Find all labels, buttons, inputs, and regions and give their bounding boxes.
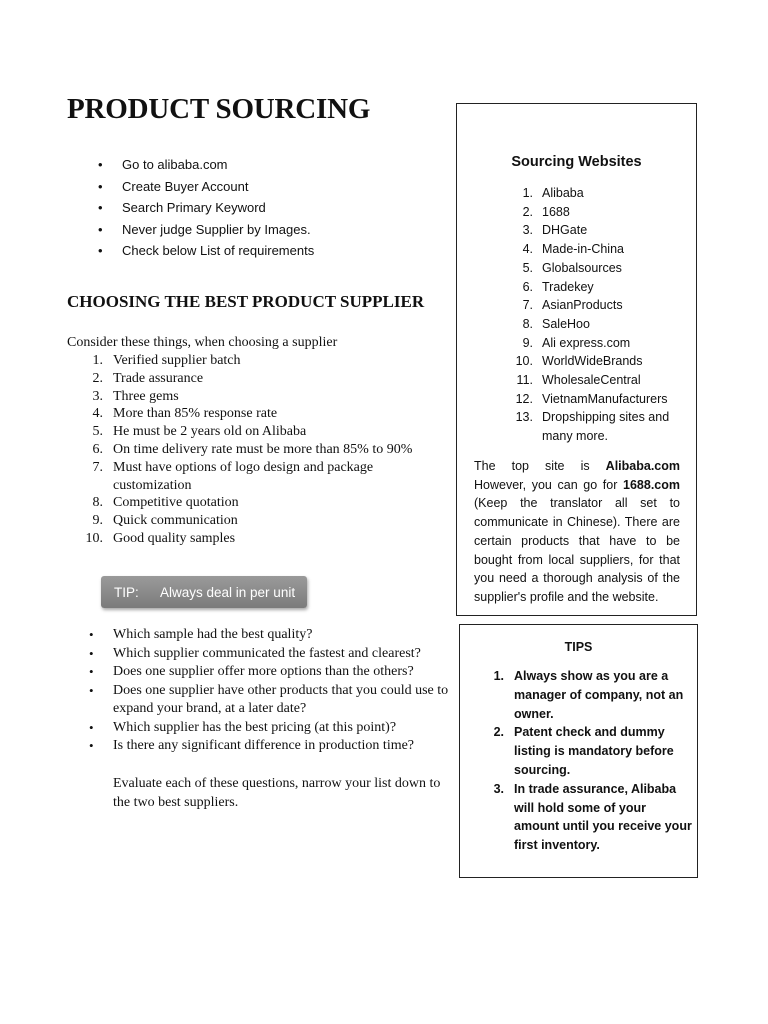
list-item: • Check below List of requirements: [67, 240, 314, 262]
list-text: Quick communication: [113, 513, 238, 529]
sourcing-steps-list: [67, 154, 314, 262]
list-text: Trade assurance: [113, 370, 204, 386]
questions-list: [58, 626, 458, 756]
list-item: [477, 240, 682, 259]
list-item: • Search Primary Keyword: [67, 197, 314, 219]
list-number: 4.: [92, 406, 103, 422]
list-item: [67, 388, 447, 406]
list-text: 1688: [542, 204, 570, 219]
tips-box: [459, 624, 698, 878]
list-text: Verified supplier batch: [113, 353, 241, 368]
tip-banner: [101, 576, 307, 608]
list-item: • Which supplier has the best pricing (at this point)?: [58, 719, 458, 738]
list-item: [477, 296, 682, 315]
requirements-list: [67, 352, 447, 548]
list-item: • Does one supplier offer more options than the others?: [58, 663, 458, 682]
list-text: In trade assurance, Alibaba will hold some of your amount until you receive your first inventory.: [514, 781, 692, 853]
list-text: Always show as you are a manager of company, not an owner.: [514, 669, 684, 721]
list-item: [477, 315, 682, 334]
list-number: 2.: [92, 370, 103, 386]
list-item: [477, 259, 682, 278]
list-item: [477, 334, 682, 353]
desc-text: However, you can go for: [474, 477, 624, 492]
list-item: [67, 352, 447, 370]
tip-label: TIP:: [114, 584, 139, 600]
list-text: Must have options of logo design and package customization: [113, 459, 374, 493]
list-number: 3.: [92, 388, 103, 404]
list-item: [67, 441, 447, 459]
list-number: 8.: [522, 316, 533, 331]
list-number: 10.: [515, 354, 533, 369]
list-item: [67, 423, 447, 441]
list-item: [477, 278, 682, 297]
list-text: WorldWideBrands: [542, 354, 643, 369]
box-heading: Sourcing Websites: [511, 154, 642, 170]
list-item: • Create Buyer Account: [67, 176, 314, 198]
list-number: 4.: [522, 242, 533, 257]
list-number: 12.: [515, 391, 533, 406]
list-number: 6.: [522, 279, 533, 294]
list-item: [477, 408, 682, 445]
desc-highlight: 1688.com: [623, 477, 680, 492]
list-item: [67, 512, 447, 530]
list-number: 8.: [92, 495, 103, 511]
list-text: More than 85% response rate: [113, 406, 278, 422]
list-item: • Which supplier communicated the fastest and clearest?: [58, 645, 458, 664]
list-number: 3.: [522, 223, 533, 238]
list-number: 2.: [522, 204, 533, 219]
list-item: [67, 405, 447, 423]
list-item: [476, 667, 692, 723]
list-number: 1.: [92, 353, 103, 368]
list-text: Ali express.com: [542, 335, 631, 350]
list-text: On time delivery rate must be more than 85% to 90%: [113, 441, 413, 457]
list-number: 9.: [92, 513, 103, 529]
list-text: Dropshipping sites and many more.: [542, 410, 670, 444]
list-text: Alibaba: [542, 186, 584, 200]
list-number: 13.: [515, 410, 533, 425]
box-heading: TIPS: [564, 640, 593, 654]
list-text: Globalsources: [542, 260, 622, 275]
page-title: PRODUCT SOURCING: [67, 93, 371, 125]
list-number: 2.: [493, 725, 504, 740]
list-item: • Never judge Supplier by Images.: [67, 219, 314, 241]
section-heading: CHOOSING THE BEST PRODUCT SUPPLIER: [67, 292, 425, 311]
tip-text: Always deal in per unit: [160, 584, 296, 600]
list-text: Competitive quotation: [113, 495, 239, 511]
list-item: [476, 723, 692, 779]
list-item: • Does one supplier have other products that you could use to expand your brand, at a later date?: [58, 682, 458, 719]
list-number: 9.: [522, 335, 533, 350]
list-number: 1.: [493, 669, 504, 683]
sourcing-websites-list: [477, 184, 682, 446]
list-number: 10.: [85, 530, 103, 546]
list-item: [67, 459, 447, 495]
list-text: SaleHoo: [542, 316, 590, 331]
list-text: Good quality samples: [113, 530, 236, 546]
list-item: [476, 780, 692, 855]
list-number: 6.: [92, 441, 103, 457]
list-number: 7.: [92, 459, 103, 475]
desc-text: The top site is: [474, 459, 606, 473]
intro-text: Consider these things, when choosing a supplier: [67, 335, 338, 350]
sourcing-websites-box: [456, 103, 697, 616]
list-number: 11.: [516, 373, 533, 388]
list-item: [477, 184, 682, 203]
sourcing-description: [474, 457, 680, 607]
list-item: • Go to alibaba.com: [67, 154, 314, 176]
list-item: [67, 370, 447, 388]
list-text: He must be 2 years old on Alibaba: [113, 424, 307, 440]
list-text: Tradekey: [542, 279, 594, 294]
list-item: [477, 352, 682, 371]
list-item: • Which sample had the best quality?: [58, 626, 458, 645]
evaluate-text: Evaluate each of these questions, narrow your list down to the two best suppliers.: [113, 776, 441, 810]
list-item: [67, 494, 447, 512]
list-item: [477, 203, 682, 222]
desc-highlight: Alibaba.com: [605, 459, 680, 473]
list-item: [477, 371, 682, 390]
list-number: 7.: [522, 298, 533, 313]
tips-list: [476, 667, 692, 855]
list-number: 3.: [493, 781, 504, 796]
list-text: Patent check and dummy listing is mandatory before sourcing.: [514, 725, 674, 777]
list-text: Made-in-China: [542, 242, 624, 257]
list-text: WholesaleCentral: [542, 373, 641, 388]
list-text: Three gems: [113, 388, 179, 404]
list-number: 5.: [522, 260, 533, 275]
list-item: [477, 221, 682, 240]
list-text: AsianProducts: [542, 298, 623, 313]
list-text: DHGate: [542, 223, 588, 238]
list-item: [67, 530, 447, 548]
list-number: 5.: [92, 424, 103, 440]
list-text: VietnamManufacturers: [542, 391, 668, 406]
list-item: • Is there any significant difference in production time?: [58, 737, 458, 756]
desc-text: (Keep the translator all set to communicate in Chinese). There are certain products that have to be bought from local suppliers, for that you need a thorough analysis of the supplier's profile and the website.: [474, 496, 680, 604]
list-item: [477, 390, 682, 409]
list-number: 1.: [522, 186, 533, 200]
